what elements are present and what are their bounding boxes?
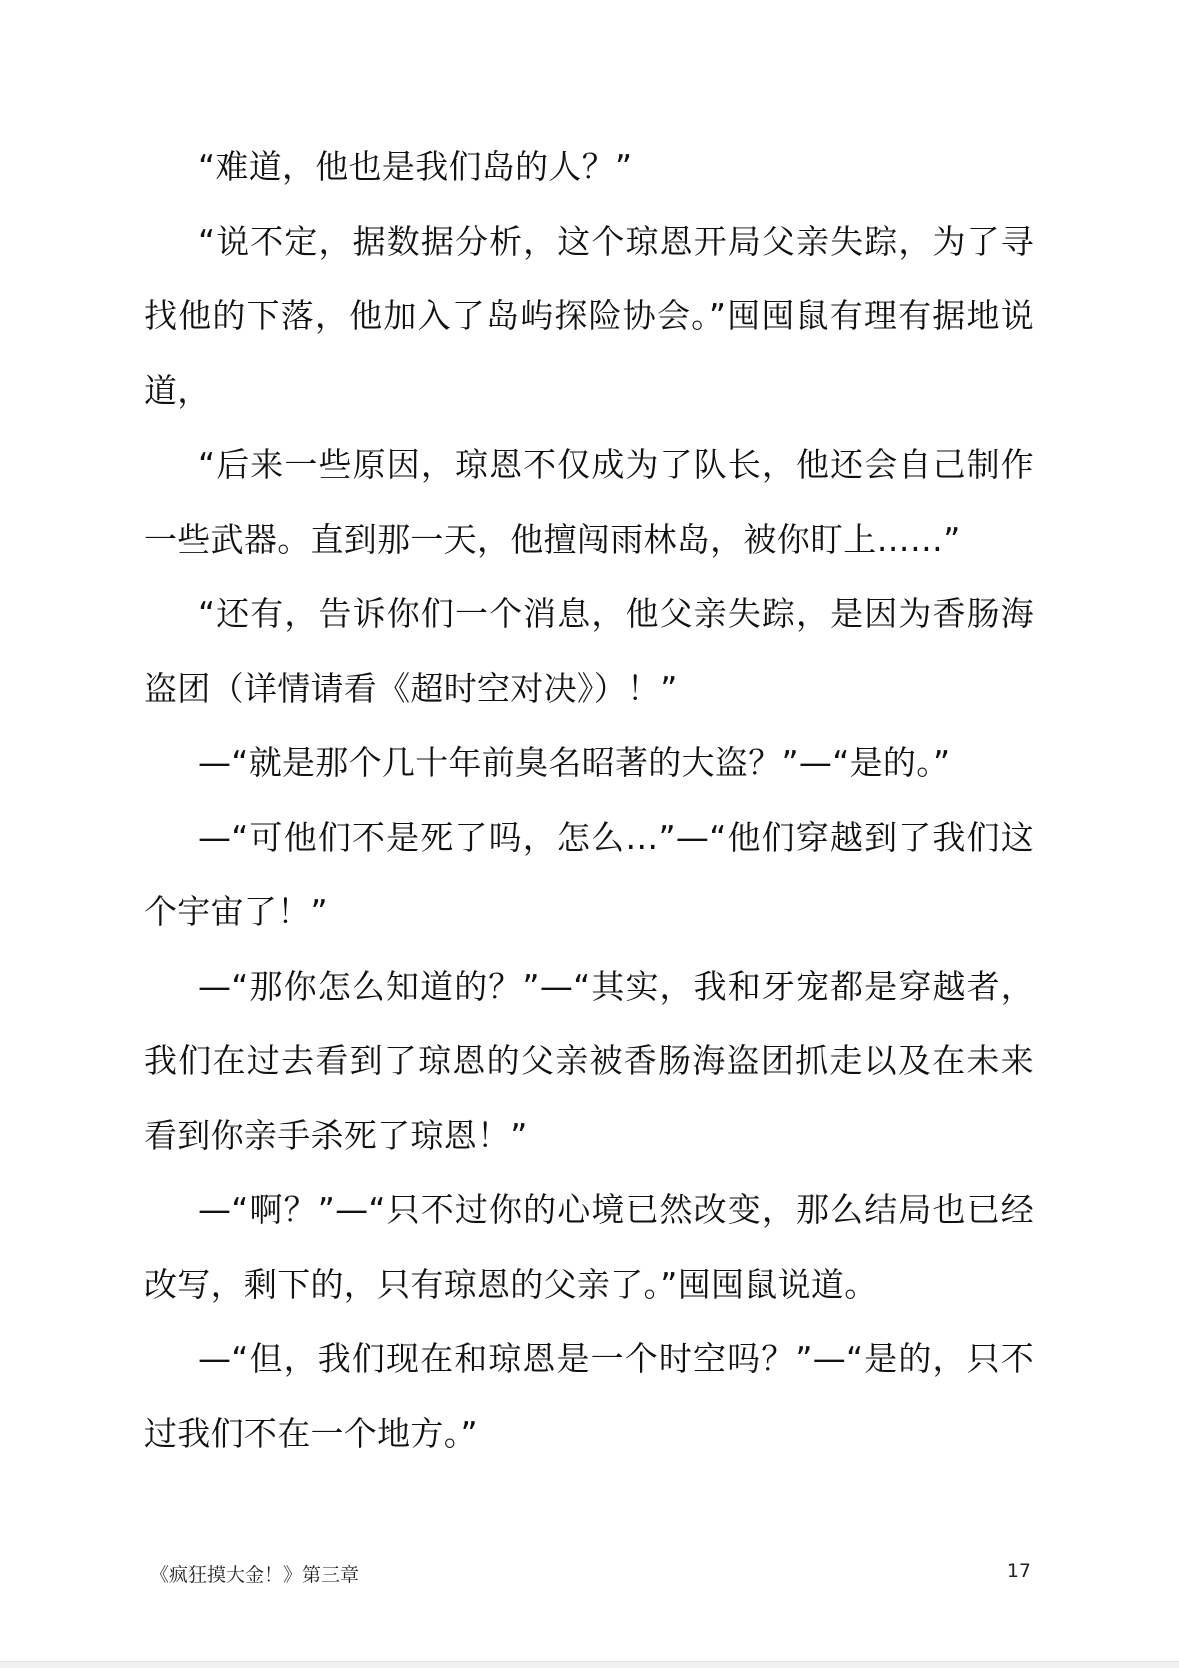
page-bottom-edge xyxy=(0,1661,1179,1668)
paragraph-7: —“那你怎么知道的？”—“其实，我和牙宠都是穿越者，我们在过去看到了琼恩的父亲被香肠海盗团抓走以及在未来看到你亲手杀死了琼恩！” xyxy=(144,966,1034,1155)
paragraph-8: —“啊？”—“只不过你的心境已然改变，那么结局也已经改写，剩下的，只有琼恩的父亲了。”囤囤鼠说道。 xyxy=(144,1190,1034,1304)
paragraph-6: —“可他们不是死了吗，怎么…”—“他们穿越到了我们这个宇宙了！” xyxy=(144,817,1034,931)
chapter-body xyxy=(144,130,1034,1471)
paragraph-4: “还有，告诉你们一个消息，他父亲失踪，是因为香肠海盗团（详情请看《超时空对决》）！” xyxy=(144,594,1034,708)
footer-book-chapter: 《疯狂摸大金！》第三章 xyxy=(150,1564,360,1586)
page-number: 17 xyxy=(1006,1560,1031,1582)
paragraph-3: “后来一些原因，琼恩不仅成为了队长，他还会自己制作一些武器。直到那一天，他擅闯雨林岛，被你盯上……” xyxy=(144,445,1034,559)
paragraph-1: “难道，他也是我们岛的人？” xyxy=(198,147,633,186)
paragraph-5: —“就是那个几十年前臭名昭著的大盗？”—“是的。” xyxy=(198,743,951,782)
page-footer xyxy=(150,1560,1031,1590)
paragraph-9: —“但，我们现在和琼恩是一个时空吗？”—“是的，只不过我们不在一个地方。” xyxy=(144,1339,1034,1453)
paragraph-2: “说不定，据数据分析，这个琼恩开局父亲失踪，为了寻找他的下落，他加入了岛屿探险协会。”囤囤鼠有理有据地说道， xyxy=(144,221,1034,410)
